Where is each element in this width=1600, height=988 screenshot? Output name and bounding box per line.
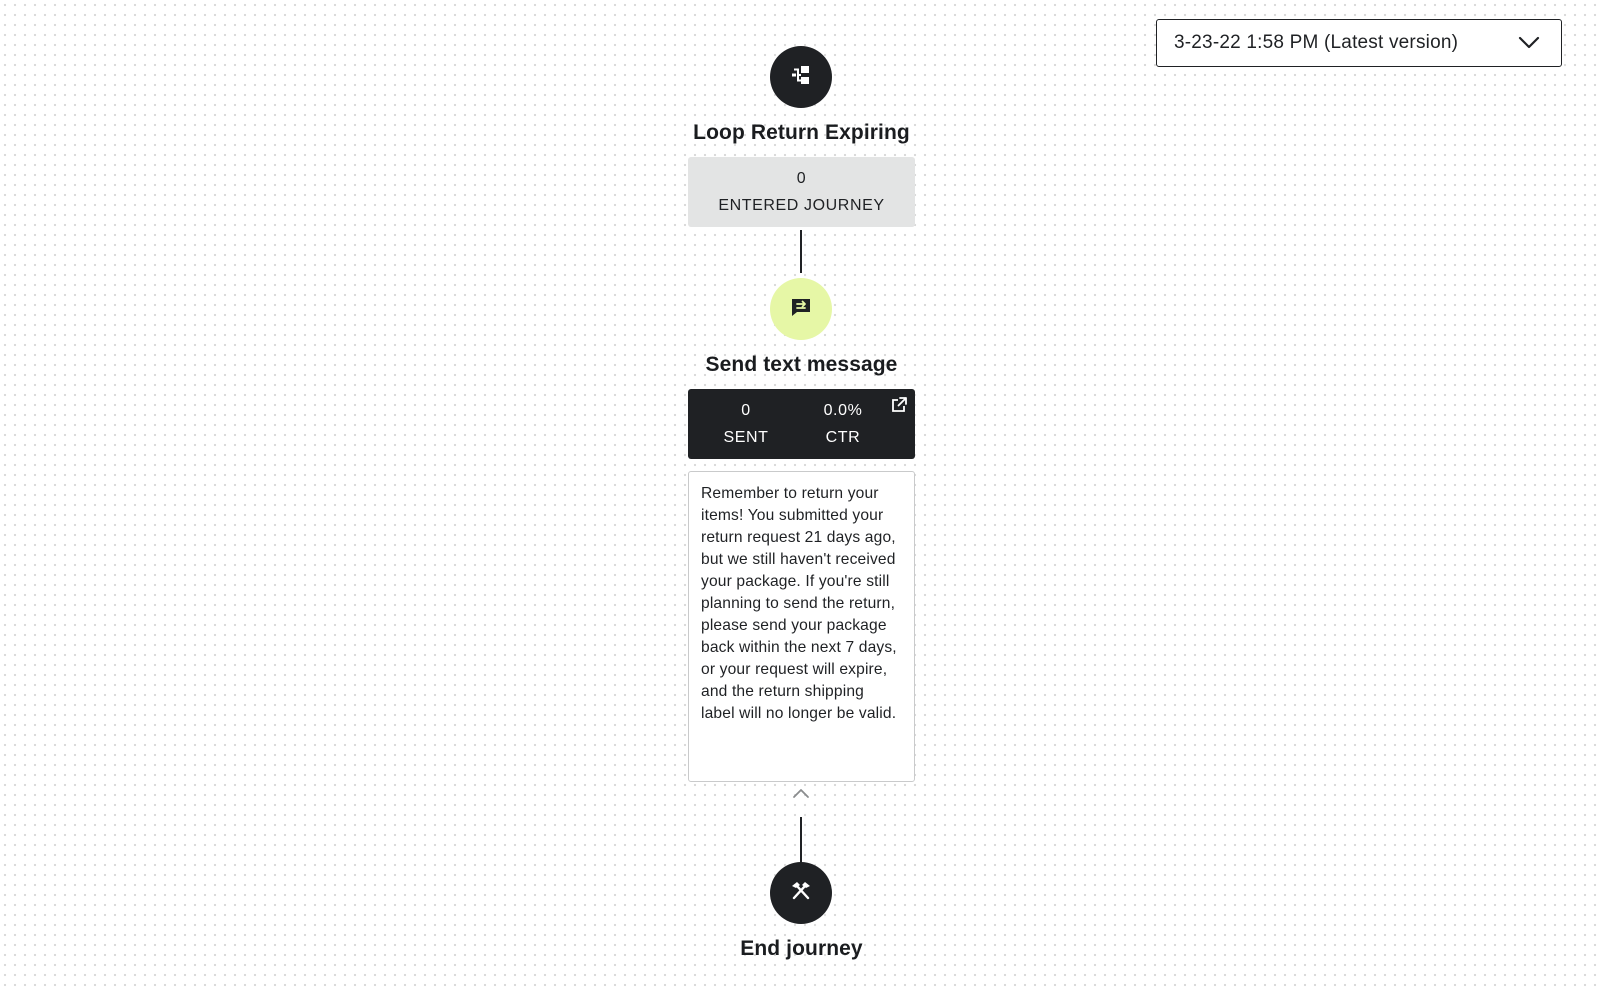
entered-journey-label: ENTERED JOURNEY [718, 196, 885, 214]
ctr-value: 0.0% [823, 402, 863, 419]
trigger-title: Loop Return Expiring [693, 121, 910, 144]
ctr-label: CTR [825, 429, 861, 446]
end-journey-node[interactable] [770, 862, 832, 924]
version-select-value: 3-23-22 1:58 PM (Latest version) [1174, 32, 1459, 53]
external-link-icon[interactable] [890, 396, 908, 414]
version-select[interactable] [1156, 19, 1562, 67]
sent-label: SENT [723, 429, 769, 446]
send-text-stats [688, 389, 915, 459]
message-send-icon [790, 296, 812, 323]
entered-journey-value: 0 [796, 169, 807, 187]
ctr-stat [803, 402, 883, 447]
chevron-down-icon[interactable] [1517, 31, 1541, 55]
flow-branch-icon [790, 64, 812, 91]
end-journey-title: End journey [740, 937, 863, 960]
trigger-node[interactable] [770, 46, 832, 108]
send-text-node[interactable] [770, 278, 832, 340]
end-journey-icon [789, 879, 813, 908]
sent-value: 0 [741, 402, 751, 419]
sent-stat [706, 402, 786, 447]
send-text-title: Send text message [705, 353, 898, 376]
connector-line [800, 230, 802, 273]
entered-journey-stat [688, 157, 915, 227]
connector-line [800, 817, 802, 865]
message-preview: Remember to return your items! You submitted your return request 21 days ago, but we still haven't received your package. If you're still planning to send the return, please send your package back within the next 7 days, or your request will expire, and the return shipping label will no longer be valid. [688, 471, 915, 782]
chevron-up-icon[interactable] [790, 785, 812, 801]
